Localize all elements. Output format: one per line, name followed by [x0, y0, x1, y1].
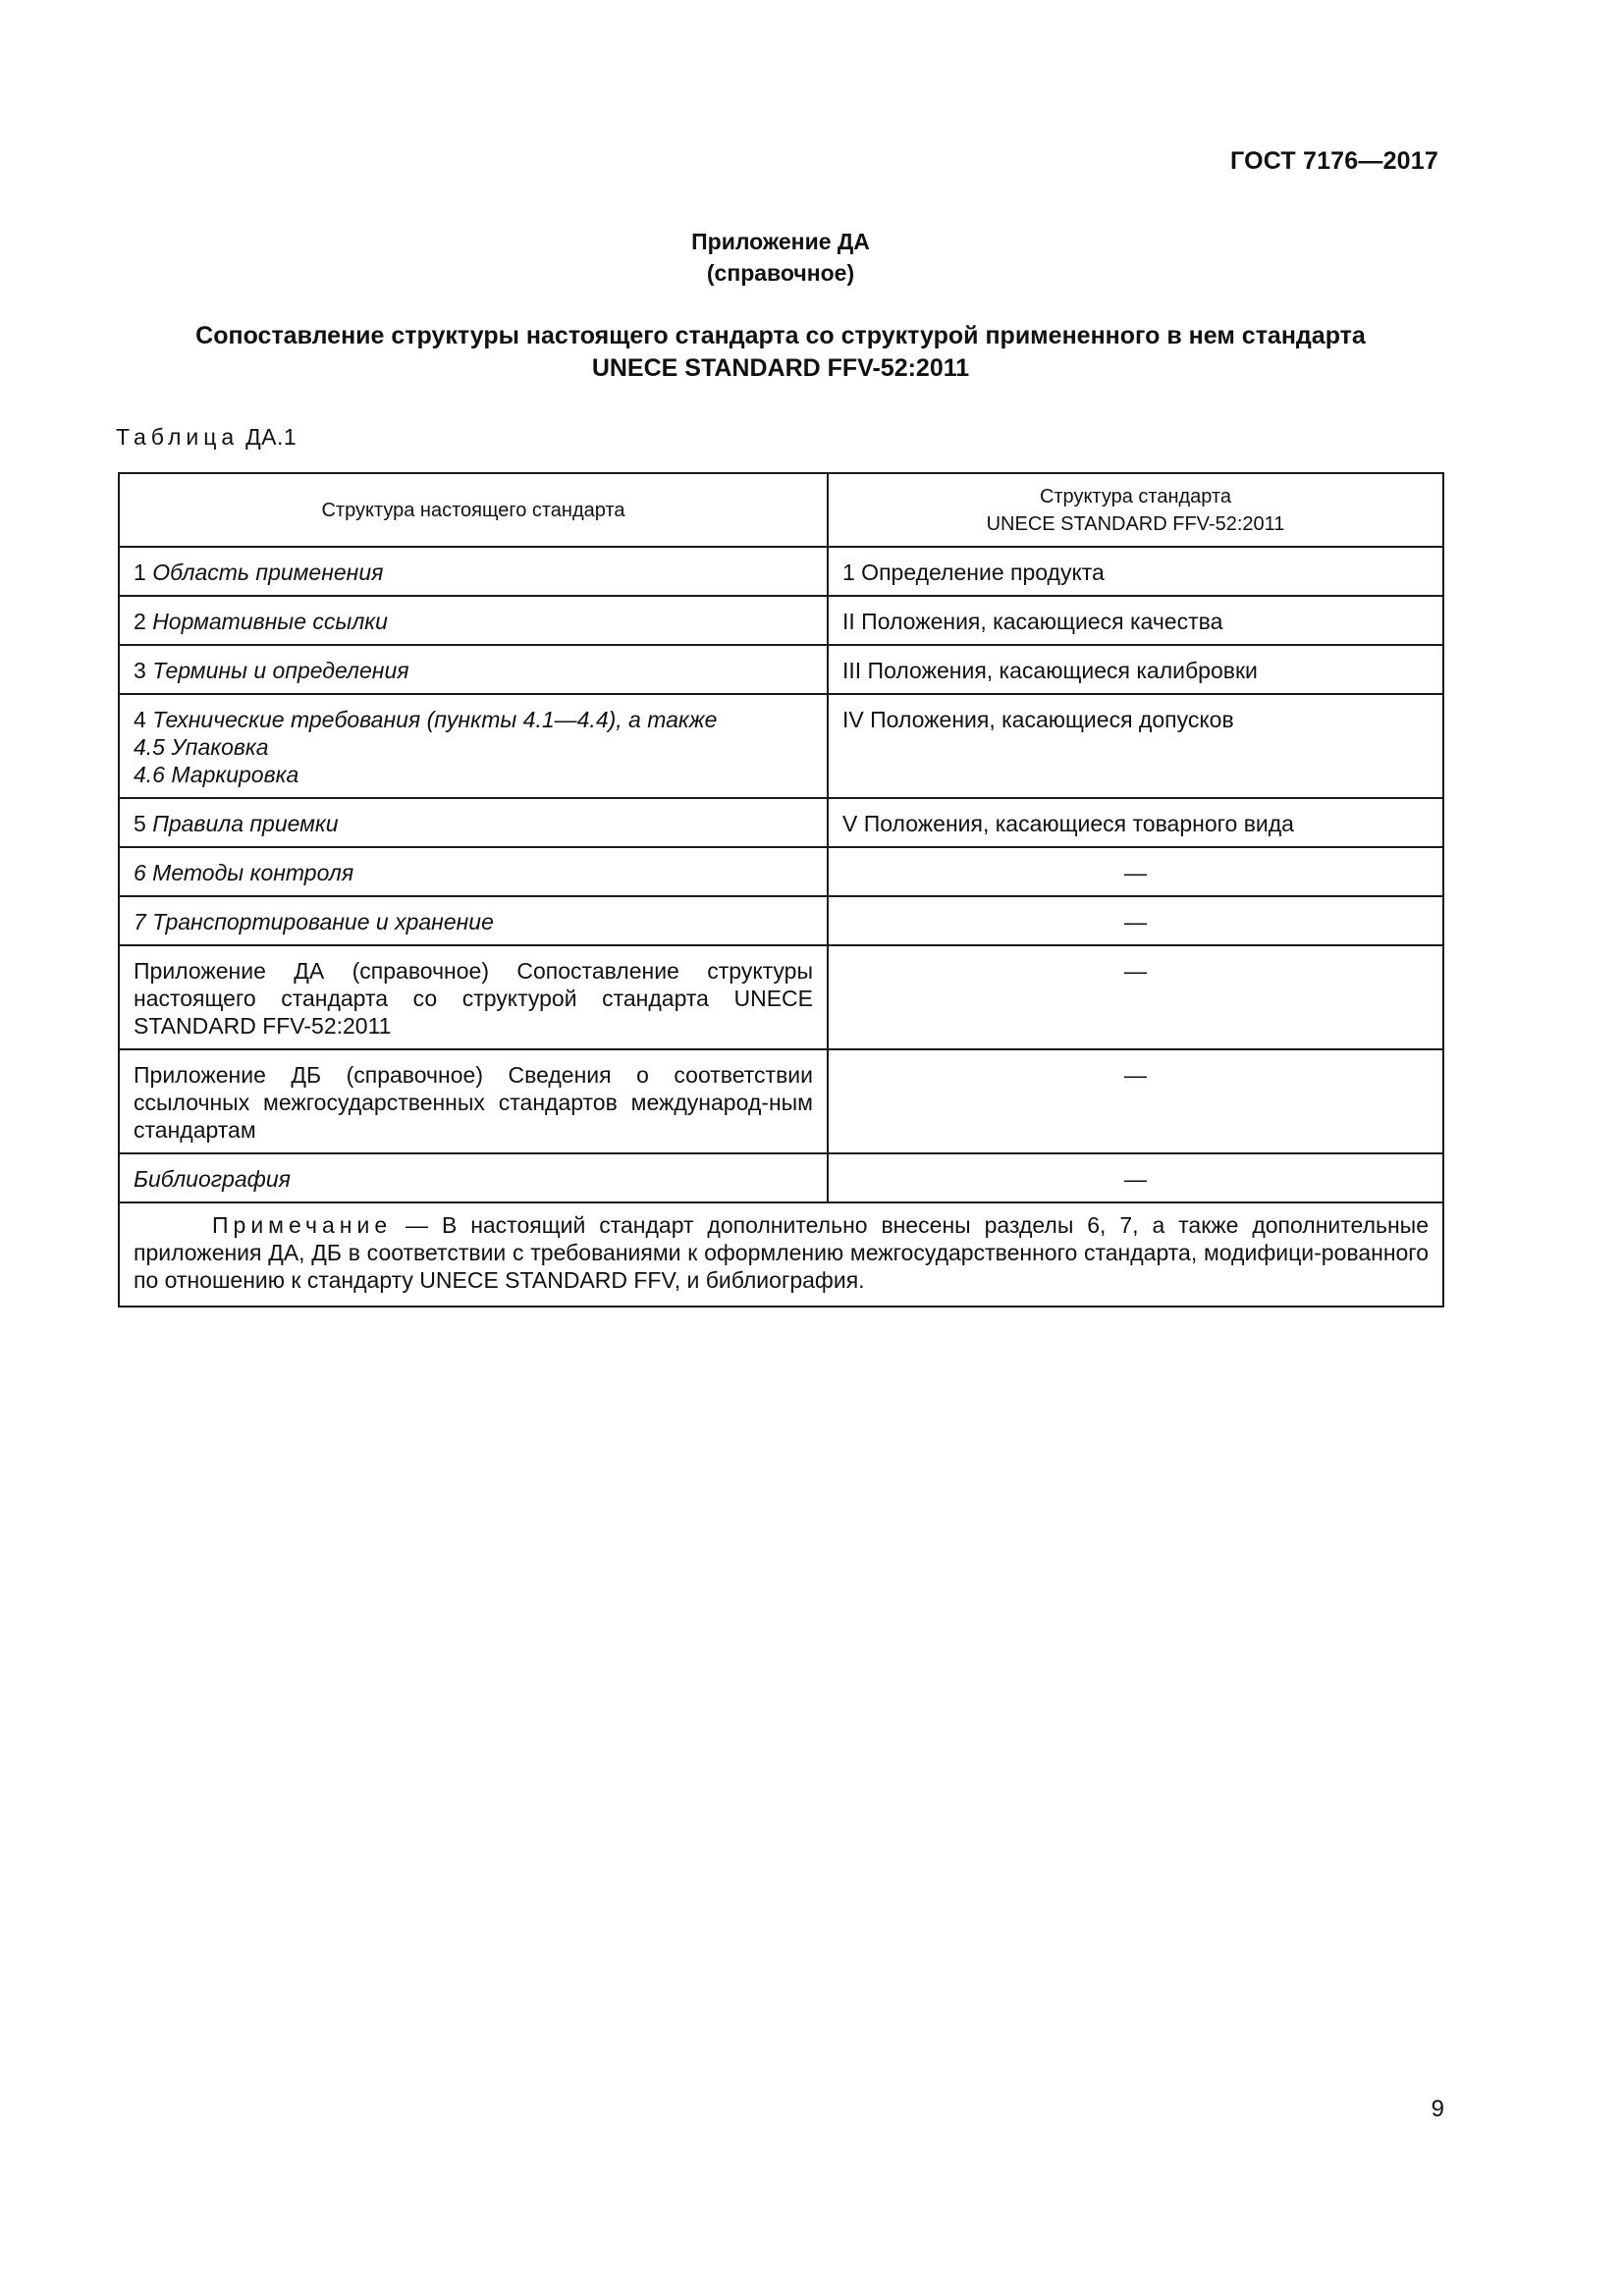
section-title: Нормативные ссылки: [152, 609, 388, 634]
cell-current: Приложение ДА (справочное) Сопоставление структуры настоящего стандарта со структурой стандарта UNECE STANDARD FFV-52:2011: [119, 945, 828, 1049]
cell-current: [119, 645, 828, 694]
table-row: [119, 547, 1443, 596]
col-header-current-standard: Структура настоящего стандарта: [119, 473, 828, 547]
table-label-id: ДА.1: [245, 424, 298, 450]
table-label: [116, 424, 297, 451]
section-title: Правила приемки: [152, 811, 339, 836]
subsection-marking: 4.6 Маркировка: [134, 762, 299, 787]
table-header-row: [119, 473, 1443, 547]
cell-unece-dash: —: [828, 1049, 1443, 1153]
col-header-unece-line-2: UNECE STANDARD FFV-52:2011: [986, 512, 1285, 535]
appendix-title: Приложение ДА: [691, 229, 870, 254]
heading-line-2: UNECE STANDARD FFV-52:2011: [591, 354, 970, 382]
col-header-unece-line-1: Структура стандарта: [1039, 485, 1232, 507]
heading-line-1: Сопоставление структуры настоящего стандарта со структурой примененного в нем стандарта: [195, 322, 1366, 349]
cell-unece: IV Положения, касающиеся допусков: [828, 694, 1443, 798]
table-row: [119, 694, 1443, 798]
table-row: [119, 847, 1443, 896]
table-row: [119, 645, 1443, 694]
cell-unece-dash: —: [828, 1153, 1443, 1202]
cell-unece-dash: —: [828, 847, 1443, 896]
section-heading: [118, 320, 1443, 385]
cell-current: [119, 596, 828, 645]
note-text: — В настоящий стандарт дополнительно внесены разделы 6, 7, а также дополнительные приложения ДА, ДБ в соответствии с требованиями к оформлению межгосударственного стандарта, модифици-рованного по отношению к стандарту UNECE STANDARD FFV, и библиография.: [134, 1212, 1429, 1293]
table-note-row: [119, 1202, 1443, 1307]
cell-current: Библиография: [119, 1153, 828, 1202]
table-row: [119, 1049, 1443, 1153]
section-title: Область применения: [152, 560, 384, 585]
table-row: [119, 945, 1443, 1049]
section-number: 1: [134, 560, 146, 585]
table-row: [119, 896, 1443, 945]
cell-unece: III Положения, касающиеся калибровки: [828, 645, 1443, 694]
appendix-subtitle: (справочное): [706, 260, 855, 286]
subsection-packaging: 4.5 Упаковка: [134, 734, 269, 760]
table-label-word: Таблица: [116, 424, 240, 450]
cell-current: [119, 798, 828, 847]
cell-current: 7 Транспортирование и хранение: [119, 896, 828, 945]
cell-unece-dash: —: [828, 896, 1443, 945]
page-number: 9: [1431, 2096, 1444, 2122]
table-row: [119, 798, 1443, 847]
cell-unece: V Положения, касающиеся товарного вида: [828, 798, 1443, 847]
document-code: ГОСТ 7176—2017: [1230, 147, 1438, 175]
col-header-unece-standard: [828, 473, 1443, 547]
cell-current: Приложение ДБ (справочное) Сведения о соответствии ссылочных межгосударственных стандартов международ-ным стандартам: [119, 1049, 828, 1153]
comparison-table: [118, 472, 1444, 1308]
table-row: [119, 1153, 1443, 1202]
section-number: 5: [134, 811, 146, 836]
note-label: Примечание: [212, 1212, 393, 1238]
appendix-block: [0, 226, 1561, 289]
section-number: 4: [134, 707, 146, 732]
table-note: [119, 1202, 1443, 1307]
section-number: 3: [134, 658, 146, 683]
cell-current: [119, 547, 828, 596]
cell-current: 6 Методы контроля: [119, 847, 828, 896]
cell-current: [119, 694, 828, 798]
section-number: 2: [134, 609, 146, 634]
cell-unece: 1 Определение продукта: [828, 547, 1443, 596]
section-title: Термины и определения: [152, 658, 409, 683]
cell-unece-dash: —: [828, 945, 1443, 1049]
section-title: Технические требования (пункты 4.1—4.4), а также: [152, 707, 718, 732]
cell-unece: II Положения, касающиеся качества: [828, 596, 1443, 645]
table-row: [119, 596, 1443, 645]
